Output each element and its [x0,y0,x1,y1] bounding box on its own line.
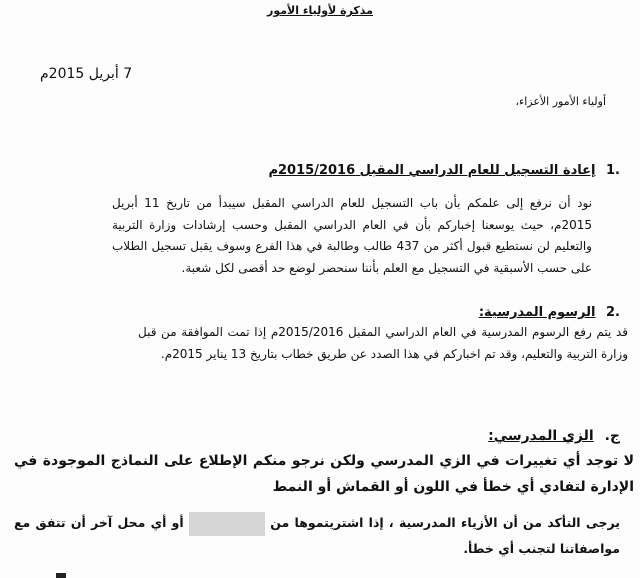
section-2-body: قد يتم رفع الرسوم المدرسية في العام الدراسي المقبل 2015/2016م إذا تمت الموافقة من قبل وزارة التربية والتعليم، وقد تم اخباركم في هذا الصدد عن طريق خطاب بتاريخ 13 يناير 2015م. [138,325,628,361]
section-3-note [14,510,620,562]
section-3-number: ج. [604,428,620,444]
page-mark [56,573,66,578]
section-1-heading [268,163,620,178]
section-2-title: الرسوم المدرسية: [478,305,596,320]
section-1-body: نود أن نرفع إلى علمكم بأن باب التسجيل للعام الدراسي المقبل سيبدأ من تاريخ 11 أبريل 2015م، حيث يوسعنا إخباركم بأن في العام الدراسي المقبل وحسب إرشادات وزارة التربية والتعليم لن نستطيع قبول أكثر من 437 طالب وطالبة في هذا الفرع وسوف يقبل تسجيل الطلاب على حسب الأسبقية في التسجيل مع العلم بأننا سنحصر لوضع حد أقصى لكل شعبة. [112,196,592,275]
section-3-heading [488,428,620,444]
redaction-box [189,512,265,536]
section-3-title: الزي المدرسي: [488,428,594,444]
section-3-body: لا توجد أي تغييرات في الزي المدرسي ولكن نرجو منكم الإطلاع على النماذج الموجودة في الإدارة لتفادي أي خطأ في اللون أو القماش أو النمط [14,453,634,495]
section-2-heading [479,305,620,320]
memo-date: 7 أبريل 2015م [40,66,133,82]
note-text-before: يرجى التأكد من أن الأزياء المدرسية ، إذا اشتريتموها من [270,515,620,530]
section-1-number: .1 [606,163,620,178]
section-2-number: .2 [606,305,620,320]
salutation: أولياء الأمور الأعزاء، [515,95,606,108]
note-text-after: أو أي محل آخر أن تتفق مع مواصفاتنا لتجنب أي خطأ. [14,515,620,556]
memo-title: مذكرة لأولياء الأمور [267,4,373,17]
section-1-title: إعادة التسجيل للعام الدراسي المقبل 2015/2016م [268,163,596,178]
